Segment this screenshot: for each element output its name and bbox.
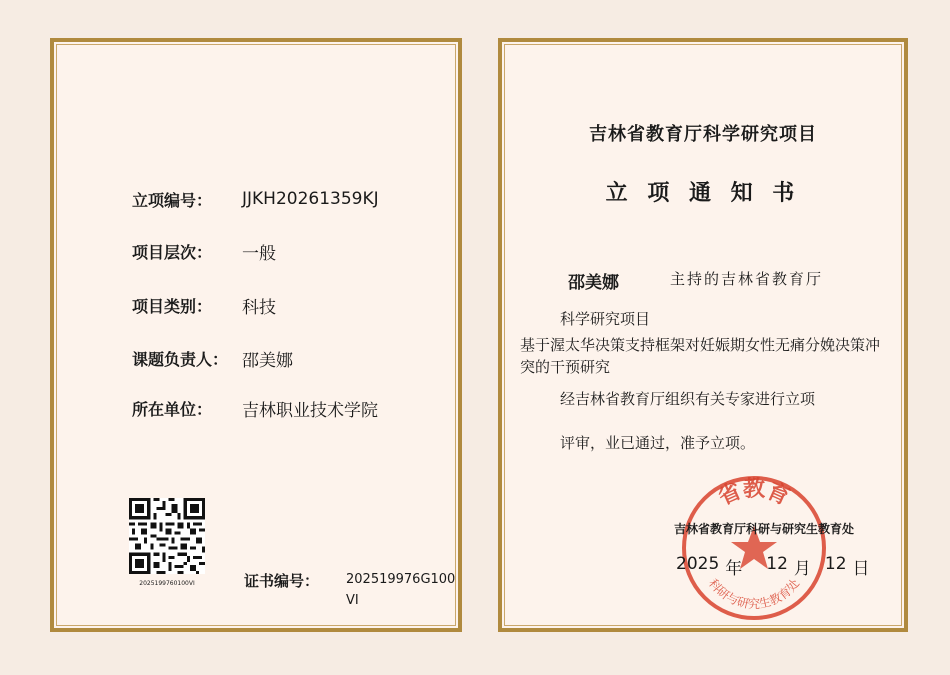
field-project-category: [132, 290, 276, 320]
date-year: 2025: [676, 554, 720, 574]
certificate-right-page: [498, 38, 908, 632]
field-label: 课题负责人：: [132, 349, 229, 369]
date-year-unit: 年: [725, 559, 743, 579]
issue-date: [676, 554, 870, 579]
certificate-number-value: 202519976G100VI: [346, 572, 456, 608]
date-month: 12: [766, 554, 788, 574]
field-project-number: [132, 184, 379, 214]
official-seal-icon: [680, 474, 828, 622]
certificate-left-page: [50, 38, 462, 632]
field-institution: [132, 393, 378, 423]
field-project-leader: [132, 343, 293, 373]
issuer: 吉林省教育厅科研与研究生教育处: [674, 522, 855, 536]
project-name: 基于渥太华决策支持框架对妊娠期女性无痛分娩决策冲突的干预研究: [520, 336, 881, 376]
seal-bottom-text: 科研与研究生教育处: [705, 576, 803, 611]
certificate-number-row: [244, 570, 458, 611]
field-label: 立项编号：: [132, 190, 213, 210]
body-line-2: 评审，业已通过，准予立项。: [560, 434, 756, 452]
project-kind: 科学研究项目: [560, 310, 651, 328]
seal-top-text: 省教育: [714, 476, 794, 511]
intro-text: 主持的吉林省教育厅: [670, 270, 824, 288]
field-value: 一般: [242, 243, 276, 264]
field-value: 科技: [242, 297, 276, 318]
body-line-1: 经吉林省教育厅组织有关专家进行立项: [560, 390, 816, 408]
field-label: 项目层次：: [132, 242, 213, 262]
field-project-level: [132, 236, 276, 266]
certificate-number-label: 证书编号：: [244, 572, 320, 590]
field-value: 邵美娜: [242, 350, 293, 371]
field-value: 吉林职业技术学院: [242, 400, 378, 421]
svg-text:省教育: [714, 476, 793, 511]
qr-caption: 2025199760100VI: [139, 580, 195, 587]
date-day-unit: 日: [852, 559, 870, 579]
document-title: 立 项 通 知 书: [605, 180, 801, 206]
date-day: 12: [824, 554, 847, 574]
qr-code: [129, 498, 205, 574]
date-month-unit: 月: [793, 559, 811, 579]
field-label: 项目类别：: [132, 296, 213, 316]
org-title: 吉林省教育厅科学研究项目: [589, 124, 817, 145]
field-value: JJKH20261359KJ: [242, 189, 379, 209]
project-leader-name: 邵美娜: [568, 273, 619, 293]
svg-text:科研与研究生教育处: [706, 576, 802, 611]
field-label: 所在单位：: [132, 399, 213, 419]
